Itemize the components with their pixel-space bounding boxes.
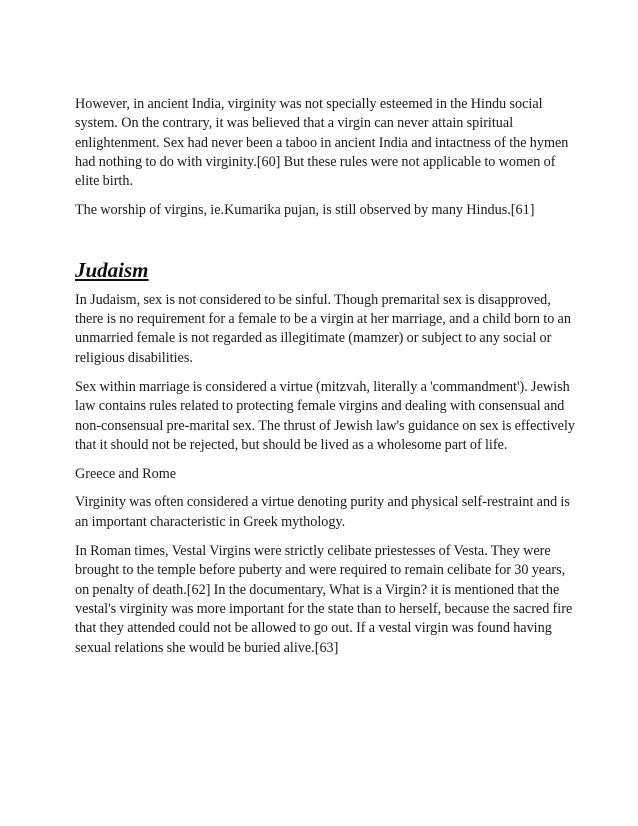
hindu-paragraph-1: However, in ancient India, virginity was not specially esteemed in the Hindu social system. On the contrary, it was believed that a virgin can never attain spiritual enlightenment. Sex had never been a taboo in ancient India and intactness of the hymen had nothing to do with virginity.[60] But these rules were not applicable to women of elite birth. [75,96,569,190]
greece-rome-paragraph-2: In Roman times, Vestal Virgins were strictly celibate priestesses of Vesta. They were brought to the temple before puberty and were required to remain celibate for 30 years, on penalty of death.[62] In the documentary, What is a Virgin? it is mentioned that the vestal's virginity was more important for the state than to herself, because the sacred fire that they attended could not be allowed to go out. If a vestal virgin was found having sexual relations she would be buried alive.[63] [75,543,573,656]
judaism-paragraph-1: In Judaism, sex is not considered to be sinful. Though premarital sex is disapproved, there is no requirement for a female to be a virgin at her marriage, and a child born to an unmarried female is not regarded as illegitimate (mamzer) or subject to any social or religious disabilities. [75,291,571,366]
greece-rome-paragraph-1: Virginity was often considered a virtue denoting purity and physical self-restraint and is an important characteristic in Greek mythology. [75,494,570,530]
document-page [75,95,575,668]
hindu-paragraph-2: The worship of virgins, ie.Kumarika pujan, is still observed by many Hindus.[61] [75,202,535,219]
judaism-paragraph-2: Sex within marriage is considered a virtue (mitzvah, literally a 'commandment'). Jewish law contains rules related to protecting female virgins and dealing with consensual and non-consensual pre-marital sex. The thrust of Jewish law's guidance on sex is effectively that it should not be rejected, but should be lived as a wholesome part of life. [75,378,575,453]
greece-rome-heading: Greece and Rome [75,466,177,483]
judaism-heading: Judaism [75,257,149,282]
